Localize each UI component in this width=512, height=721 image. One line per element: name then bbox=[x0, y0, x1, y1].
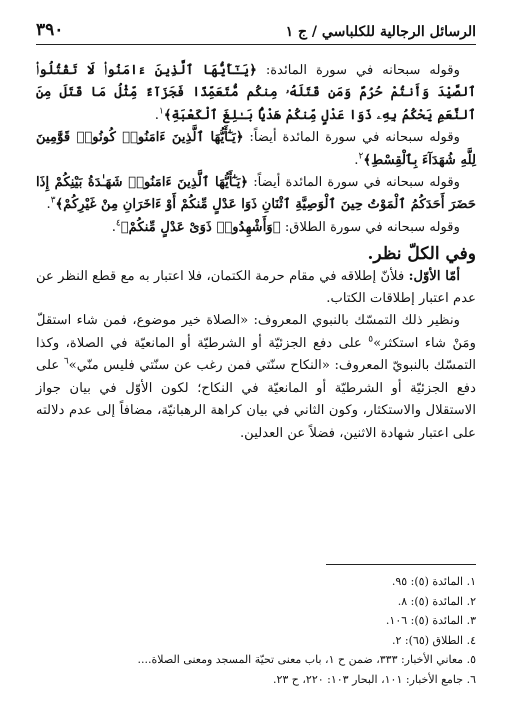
page-header bbox=[36, 14, 476, 45]
footnote-separator bbox=[326, 564, 476, 565]
footnote-ref-1: ١ bbox=[158, 106, 164, 117]
paragraph-1-intro: وقوله سبحانه في سورة المائدة: bbox=[256, 63, 460, 78]
footnote-ref-2: ٢ bbox=[358, 151, 364, 162]
footnote-3: ٣. المائدة (٥): ١٠٦. bbox=[385, 614, 476, 628]
paragraph-6-text-c: على دفع الجزئيّة أو الشرطيّة أو المانعيّة في النكاح؛ لكون الأوّل في بيان جواز الاستقلال والاستكثار، وكون الثاني في بيان كراهة الرهبانيّة، مضافاً إلى عدم دلالته على اعتبار شهادة الاثنين، فضلاً عن العدلين. bbox=[36, 358, 476, 441]
paragraph-6-text-b: على دفع الجزئيّة أو الشرطيّة أو المانعيّة في الصلاة، وكذا التمسّك بالنبويّ المعروف: «النكاح سنّتي فمن رغب عن سنّتي فليس منّي» bbox=[36, 335, 476, 374]
paragraph-6-text-a: ونظير ذلك التمسّك بالنبوي المعروف: «الصلاة خير موضوع، فمن شاء استقلّ ومَنْ شاء استكثر» bbox=[36, 313, 476, 351]
page-number: ٣٩٠ bbox=[36, 20, 64, 40]
paragraph-4-intro: وقوله سبحانه في سورة الطلاق: bbox=[280, 219, 460, 235]
paragraph-6 bbox=[36, 310, 476, 444]
paragraph-2-intro: وقوله سبحانه في سورة المائدة أيضاً: bbox=[243, 130, 460, 146]
paragraph-3: وقوله سبحانه في سورة المائدة أيضاً: ﴿يَـٰٓأَيُّهَا ٱلَّذِينَ ءَامَنُوا۟ شَهَـٰدَةُ بَيْنِكُمْ إِذَا حَضَرَ أَحَدَكُمُ ٱلْمَوْتُ حِينَ ٱلْوَصِيَّةِ ٱثْنَانِ ذَوَا عَدْلٍ مِّنكُمْ أَوْ ءَاخَرَانِ مِنْ غَيْرِكُمْ﴾$^٣$. bbox=[36, 175, 476, 213]
footnote-2: ٢. المائدة (٥): ٨. bbox=[397, 594, 476, 608]
footnote-6: ٦. جامع الأخبار: ١٠١، البحار ١٠٣: ٢٢٠، ح ٢٣. bbox=[272, 672, 476, 686]
paragraph-5-text: فلأنّ إطلاقه في مقام حرمة الكتمان، فلا اعتبار به مع قطع النظر عن عدم اعتبار إطلاقات الكتاب. bbox=[36, 268, 476, 307]
quran-verse-1: ﴿يَـٰٓأَيُّهَا ٱلَّذِينَ ءَامَنُوا۟ لَا تَقْتُلُوا۟ ٱلصَّيْدَ وَأَنتُمْ حُرُمٌ وَمَن قَتَلَهُۥ مِنكُم مُّتَعَمِّدًا فَجَزَآءٌ مِّثْلُ مَا قَتَلَ مِنَ ٱلنَّعَمِ يَحْكُمُ بِهِۦ ذَوَا عَدْلٍ مِّنكُمْ هَدْيًۢا بَـٰلِغَ ٱلْكَعْبَةِ﴾ bbox=[36, 63, 476, 123]
paragraph-2: وقوله سبحانه في سورة المائدة أيضاً: ﴿يَـٰٓأَيُّهَا ٱلَّذِينَ ءَامَنُوا۟ كُونُوا۟ قَوَّٰمِينَ لِلَّهِ شُهَدَآءَ بِٱلْقِسْطِ﴾$^٢$. bbox=[36, 130, 476, 168]
footnote-ref-4: ٤ bbox=[115, 218, 121, 229]
paragraph-5 bbox=[36, 266, 476, 311]
section-heading: وفي الكلّ نظر. bbox=[367, 244, 476, 265]
footnote-ref-3: ٣ bbox=[50, 196, 56, 207]
footnote-1: ١. المائدة (٥): ٩٥. bbox=[391, 575, 476, 588]
footnote-ref-6: ٦ bbox=[63, 356, 69, 367]
main-text bbox=[36, 60, 476, 445]
footnotes bbox=[36, 572, 476, 690]
quran-verse-4: ﴿وَأَشْهِدُوا۟ ذَوَىْ عَدْلٍ مِّنكُمْ﴾ bbox=[120, 219, 281, 235]
running-title: الرسائل الرجالية للكلباسي / ج ١ bbox=[285, 24, 476, 40]
footnote-ref-5: ٥ bbox=[368, 334, 374, 345]
footnote-5: ٥. معاني الأخبار: ٣٣٣، ضمن ح ١، باب معنى تحيّة المسجد ومعنى الصلاة.... bbox=[137, 653, 476, 667]
quran-verse-3: ﴿يَـٰٓأَيُّهَا ٱلَّذِينَ ءَامَنُوا۟ شَهَـٰدَةُ بَيْنِكُمْ إِذَا حَضَرَ أَحَدَكُمُ ٱلْمَوْتُ حِينَ ٱلْوَصِيَّةِ ٱثْنَانِ ذَوَا عَدْلٍ مِّنكُمْ أَوْ ءَاخَرَانِ مِنْ غَيْرِكُمْ﴾ bbox=[36, 175, 476, 213]
paragraph-5-lead: أمّا الأوّل: bbox=[408, 268, 460, 284]
paragraph-4: وقوله سبحانه في سورة الطلاق: ﴿وَأَشْهِدُوا۟ ذَوَىْ عَدْلٍ مِّنكُمْ﴾$^٤$. bbox=[111, 218, 460, 235]
paragraph-3-intro: وقوله سبحانه في سورة المائدة أيضاً: bbox=[248, 175, 460, 191]
paragraph-1: وقوله سبحانه في سورة المائدة: ﴿يَـٰٓأَيُّهَا ٱلَّذِينَ ءَامَنُوا۟ لَا تَقْتُلُوا۟ ٱلصَّيْدَ وَأَنتُمْ حُرُمٌ وَمَن قَتَلَهُۥ مِنكُم مُّتَعَمِّدًا فَجَزَآءٌ مِّثْلُ مَا قَتَلَ مِنَ ٱلنَّعَمِ يَحْكُمُ بِهِۦ ذَوَا عَدْلٍ مِّنكُمْ هَدْيًۢا بَـٰلِغَ ٱلْكَعْبَةِ﴾$^١$. bbox=[36, 63, 476, 123]
quran-verse-2: ﴿يَـٰٓأَيُّهَا ٱلَّذِينَ ءَامَنُوا۟ كُونُوا۟ قَوَّٰمِينَ لِلَّهِ شُهَدَآءَ بِٱلْقِسْطِ﴾ bbox=[36, 130, 476, 168]
footnote-4: ٤. الطلاق (٦٥): ٢. bbox=[392, 633, 476, 647]
